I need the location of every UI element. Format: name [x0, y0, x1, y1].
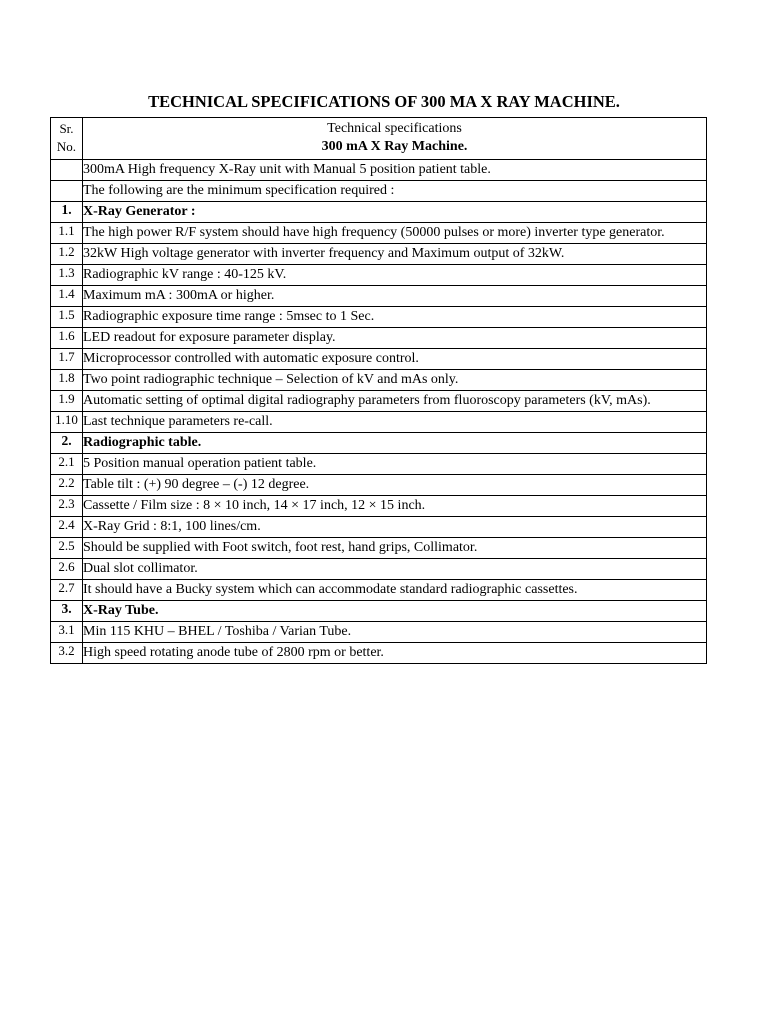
row-serial-number: 1.6	[51, 328, 83, 349]
row-serial-number: 1.2	[51, 244, 83, 265]
row-serial-number: 3.	[51, 601, 83, 622]
document-title: TECHNICAL SPECIFICATIONS OF 300 MA X RAY MACHINE.	[148, 92, 620, 111]
table-row	[51, 643, 707, 664]
row-serial-number: 2.	[51, 433, 83, 454]
row-serial-number: 2.1	[51, 454, 83, 475]
row-specification-text: Radiographic exposure time range : 5msec to 1 Sec.	[83, 307, 707, 328]
table-row	[51, 412, 707, 433]
row-serial-number: 1.	[51, 202, 83, 223]
row-specification-text: Radiographic table.	[83, 433, 707, 454]
table-row	[51, 622, 707, 643]
row-serial-number: 1.7	[51, 349, 83, 370]
row-specification-text: 32kW High voltage generator with inverter frequency and Maximum output of 32kW.	[83, 244, 707, 265]
row-specification-text: Two point radiographic technique – Selection of kV and mAs only.	[83, 370, 707, 391]
table-header-row	[51, 118, 707, 160]
row-specification-text: Should be supplied with Foot switch, foot rest, hand grips, Collimator.	[83, 538, 707, 559]
row-serial-number: 1.9	[51, 391, 83, 412]
table-row	[51, 181, 707, 202]
table-row	[51, 328, 707, 349]
table-row	[51, 580, 707, 601]
table-row	[51, 454, 707, 475]
row-specification-text: X-Ray Generator :	[83, 202, 707, 223]
table-row	[51, 265, 707, 286]
row-specification-text: Table tilt : (+) 90 degree – (-) 12 degree.	[83, 475, 707, 496]
row-specification-text: Last technique parameters re-call.	[83, 412, 707, 433]
row-specification-text: Dual slot collimator.	[83, 559, 707, 580]
row-specification-text: 5 Position manual operation patient table.	[83, 454, 707, 475]
row-specification-text: Automatic setting of optimal digital radiography parameters from fluoroscopy parameters (kV, mAs).	[83, 391, 707, 412]
spec-header-subtitle: 300 mA X Ray Machine.	[321, 139, 468, 154]
row-specification-text: It should have a Bucky system which can accommodate standard radiographic cassettes.	[83, 580, 707, 601]
sr-no-header: Sr. No.	[51, 118, 83, 160]
row-specification-text: The following are the minimum specification required :	[83, 181, 707, 202]
row-specification-text: Min 115 KHU – BHEL / Toshiba / Varian Tube.	[83, 622, 707, 643]
row-specification-text: LED readout for exposure parameter display.	[83, 328, 707, 349]
table-row	[51, 391, 707, 412]
row-specification-text: Cassette / Film size : 8 × 10 inch, 14 × 17 inch, 12 × 15 inch.	[83, 496, 707, 517]
table-row	[51, 160, 707, 181]
row-serial-number: 1.3	[51, 265, 83, 286]
row-serial-number: 1.8	[51, 370, 83, 391]
spec-header-title: Technical specifications	[327, 121, 462, 136]
row-specification-text: 300mA High frequency X-Ray unit with Manual 5 position patient table.	[83, 160, 707, 181]
table-section-row	[51, 202, 707, 223]
row-specification-text: The high power R/F system should have high frequency (50000 pulses or more) inverter type generator.	[83, 223, 707, 244]
row-specification-text: Radiographic kV range : 40-125 kV.	[83, 265, 707, 286]
row-serial-number: 1.5	[51, 307, 83, 328]
row-serial-number: 2.4	[51, 517, 83, 538]
table-row	[51, 349, 707, 370]
table-row	[51, 538, 707, 559]
row-serial-number: 1.10	[51, 412, 83, 433]
table-section-row	[51, 433, 707, 454]
row-serial-number: 1.1	[51, 223, 83, 244]
row-serial-number: 2.5	[51, 538, 83, 559]
table-row	[51, 370, 707, 391]
row-specification-text: X-Ray Grid : 8:1, 100 lines/cm.	[83, 517, 707, 538]
row-serial-number: 2.7	[51, 580, 83, 601]
row-serial-number	[51, 181, 83, 202]
spec-header	[83, 118, 707, 160]
row-specification-text: Maximum mA : 300mA or higher.	[83, 286, 707, 307]
table-row	[51, 223, 707, 244]
row-serial-number: 2.6	[51, 559, 83, 580]
table-row	[51, 517, 707, 538]
row-serial-number: 2.2	[51, 475, 83, 496]
table-row	[51, 559, 707, 580]
row-specification-text: X-Ray Tube.	[83, 601, 707, 622]
table-section-row	[51, 601, 707, 622]
row-specification-text: High speed rotating anode tube of 2800 rpm or better.	[83, 643, 707, 664]
table-row	[51, 307, 707, 328]
row-serial-number: 3.2	[51, 643, 83, 664]
table-row	[51, 286, 707, 307]
specifications-table-body	[51, 118, 707, 664]
row-serial-number: 3.1	[51, 622, 83, 643]
table-row	[51, 475, 707, 496]
table-row	[51, 244, 707, 265]
row-serial-number: 2.3	[51, 496, 83, 517]
specifications-table	[50, 117, 707, 664]
row-serial-number: 1.4	[51, 286, 83, 307]
row-specification-text: Microprocessor controlled with automatic exposure control.	[83, 349, 707, 370]
row-serial-number	[51, 160, 83, 181]
table-row	[51, 496, 707, 517]
